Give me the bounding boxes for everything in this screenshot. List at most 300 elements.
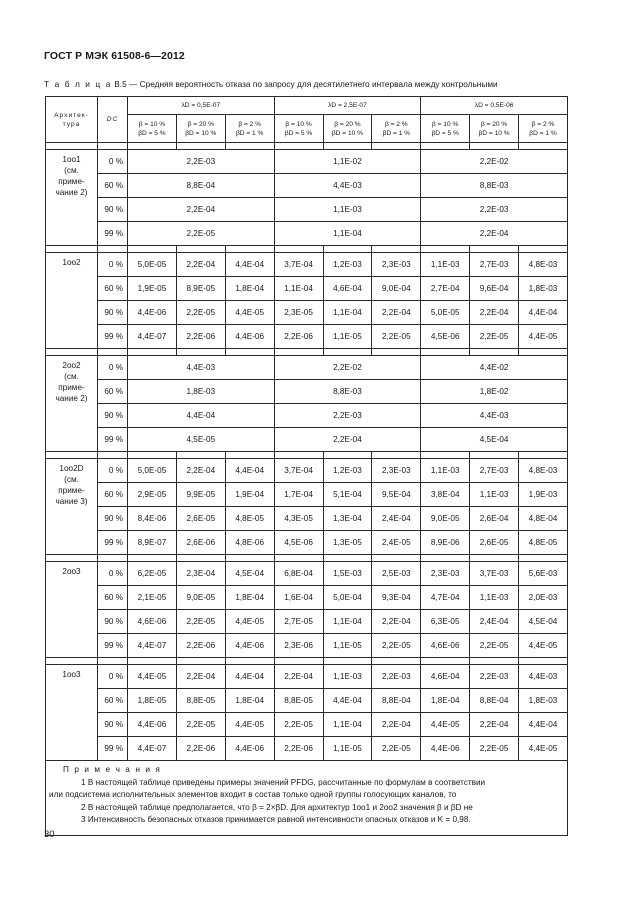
value-cell: 3,7E-04 xyxy=(274,459,323,483)
page-number: 30 xyxy=(44,829,55,840)
table-row xyxy=(46,150,568,174)
value-cell: 2,2E-05 xyxy=(128,222,275,246)
spacer-cell xyxy=(421,658,470,665)
header-beta xyxy=(225,115,274,143)
value-cell: 2,6E-04 xyxy=(470,507,519,531)
value-cell: 2,2E-03 xyxy=(274,404,421,428)
beta-d-value: βD = 1 % xyxy=(235,129,264,137)
value-cell: 1,5E-03 xyxy=(323,562,372,586)
value-cell: 1,3E-05 xyxy=(323,531,372,555)
value-cell: 2,7E-03 xyxy=(470,459,519,483)
beta-value: β = 2 % xyxy=(238,120,262,128)
value-cell: 4,4E-05 xyxy=(519,737,568,761)
value-cell: 2,7E-03 xyxy=(470,253,519,277)
value-cell: 8,8E-04 xyxy=(372,689,421,713)
value-cell: 4,4E-06 xyxy=(128,301,177,325)
value-cell: 2,6E-05 xyxy=(470,531,519,555)
value-cell: 1,1E-03 xyxy=(470,483,519,507)
value-cell: 1,8E-03 xyxy=(519,277,568,301)
spacer-cell xyxy=(372,555,421,562)
value-cell: 4,4E-04 xyxy=(519,713,568,737)
spacer-cell xyxy=(274,658,323,665)
dc-cell: 60 % xyxy=(98,380,128,404)
value-cell: 8,8E-03 xyxy=(274,380,421,404)
value-cell: 4,4E-03 xyxy=(128,356,275,380)
value-cell: 2,2E-05 xyxy=(372,634,421,658)
value-cell: 1,8E-04 xyxy=(421,689,470,713)
value-cell: 4,6E-04 xyxy=(421,665,470,689)
value-cell: 4,4E-03 xyxy=(519,665,568,689)
value-cell: 4,4E-04 xyxy=(519,301,568,325)
spacer-row xyxy=(46,349,568,356)
value-cell: 2,6E-06 xyxy=(176,531,225,555)
table-row xyxy=(46,174,568,198)
value-cell: 4,4E-06 xyxy=(225,634,274,658)
beta-d-value: βD = 1 % xyxy=(382,129,411,137)
value-cell: 4,5E-04 xyxy=(519,610,568,634)
table-row xyxy=(46,325,568,349)
spacer-cell xyxy=(176,349,225,356)
document-header: ГОСТ Р МЭК 61508-6—2012 xyxy=(44,50,185,62)
value-cell: 2,4E-04 xyxy=(470,610,519,634)
architecture-line: (см. xyxy=(64,372,79,381)
value-cell: 9,9E-05 xyxy=(176,483,225,507)
table-row xyxy=(46,689,568,713)
dc-cell: 60 % xyxy=(98,174,128,198)
dc-cell: 0 % xyxy=(98,459,128,483)
table-row xyxy=(46,507,568,531)
value-cell: 9,0E-05 xyxy=(176,586,225,610)
spacer-row xyxy=(46,658,568,665)
value-cell: 1,1E-04 xyxy=(323,610,372,634)
beta-value: β = 20 % xyxy=(334,120,361,128)
value-cell: 3,7E-04 xyxy=(274,253,323,277)
spacer-cell xyxy=(98,349,128,356)
dc-cell: 0 % xyxy=(98,356,128,380)
architecture-cell xyxy=(46,150,98,246)
table-row xyxy=(46,428,568,452)
value-cell: 8,9E-06 xyxy=(421,531,470,555)
header-beta xyxy=(470,115,519,143)
dc-cell: 0 % xyxy=(98,253,128,277)
spacer-cell xyxy=(128,555,177,562)
value-cell: 8,4E-06 xyxy=(128,507,177,531)
value-cell: 4,5E-04 xyxy=(421,428,568,452)
value-cell: 2,2E-04 xyxy=(128,198,275,222)
value-cell: 2,3E-03 xyxy=(372,253,421,277)
value-cell: 4,4E-04 xyxy=(225,665,274,689)
value-cell: 2,2E-06 xyxy=(274,737,323,761)
header-beta xyxy=(323,115,372,143)
value-cell: 4,4E-02 xyxy=(421,356,568,380)
value-cell: 1,9E-05 xyxy=(128,277,177,301)
beta-value: β = 20 % xyxy=(187,120,214,128)
spacer-cell xyxy=(176,143,225,150)
architecture-line: чание 3) xyxy=(55,497,88,506)
architecture-cell xyxy=(46,459,98,555)
note-1-continued: или подсистема исполнительных элементов входит в состав только одной группы голосующих каналов, то xyxy=(49,790,457,799)
value-cell: 2,7E-04 xyxy=(421,277,470,301)
spacer-cell xyxy=(46,143,98,150)
value-cell: 4,4E-04 xyxy=(323,689,372,713)
value-cell: 1,3E-04 xyxy=(323,507,372,531)
note-3: 3 Интенсивность безопасных отказов принимается равной интенсивности опасных отказов и K = 0,98. xyxy=(81,815,471,824)
value-cell: 4,6E-04 xyxy=(323,277,372,301)
note-2: 2 В настоящей таблице предполагается, что β = 2×βD. Для архитектур 1oo1 и 2oo2 значения β и βD не xyxy=(81,802,473,812)
spacer-row xyxy=(46,452,568,459)
value-cell: 2,2E-04 xyxy=(421,222,568,246)
dc-cell: 90 % xyxy=(98,713,128,737)
value-cell: 2,2E-04 xyxy=(470,713,519,737)
value-cell: 9,0E-04 xyxy=(372,277,421,301)
value-cell: 2,2E-05 xyxy=(372,325,421,349)
table-row xyxy=(46,610,568,634)
value-cell: 5,0E-05 xyxy=(128,459,177,483)
value-cell: 1,1E-03 xyxy=(274,198,421,222)
table-row xyxy=(46,562,568,586)
spacer-cell xyxy=(323,246,372,253)
spacer-cell xyxy=(225,143,274,150)
spacer-cell xyxy=(225,349,274,356)
notes-cell xyxy=(46,761,568,836)
spacer-cell xyxy=(470,555,519,562)
spacer-cell xyxy=(372,143,421,150)
value-cell: 6,3E-05 xyxy=(421,610,470,634)
dc-cell: 90 % xyxy=(98,610,128,634)
architecture-cell xyxy=(46,253,98,349)
spacer-cell xyxy=(225,246,274,253)
dc-cell: 99 % xyxy=(98,325,128,349)
beta-value: β = 10 % xyxy=(432,120,459,128)
header-beta xyxy=(372,115,421,143)
value-cell: 2,2E-05 xyxy=(372,737,421,761)
spacer-cell xyxy=(98,658,128,665)
value-cell: 2,2E-04 xyxy=(274,665,323,689)
value-cell: 9,3E-04 xyxy=(372,586,421,610)
value-cell: 8,8E-04 xyxy=(128,174,275,198)
spacer-row xyxy=(46,246,568,253)
spacer-cell xyxy=(128,658,177,665)
value-cell: 2,2E-05 xyxy=(176,301,225,325)
value-cell: 6,2E-05 xyxy=(128,562,177,586)
header-beta xyxy=(519,115,568,143)
value-cell: 5,1E-04 xyxy=(323,483,372,507)
value-cell: 8,9E-07 xyxy=(128,531,177,555)
architecture-line: 1oo2 xyxy=(62,258,81,267)
spacer-cell xyxy=(274,452,323,459)
value-cell: 4,4E-05 xyxy=(225,713,274,737)
value-cell: 2,2E-06 xyxy=(176,737,225,761)
value-cell: 2,2E-05 xyxy=(470,325,519,349)
value-cell: 4,8E-04 xyxy=(519,507,568,531)
value-cell: 3,7E-03 xyxy=(470,562,519,586)
value-cell: 4,6E-06 xyxy=(128,610,177,634)
spacer-cell xyxy=(470,658,519,665)
architecture-line: (см. xyxy=(64,166,79,175)
value-cell: 2,0E-03 xyxy=(519,586,568,610)
notes-row xyxy=(46,761,568,836)
value-cell: 1,2E-03 xyxy=(323,253,372,277)
value-cell: 4,4E-04 xyxy=(128,404,275,428)
dc-cell: 99 % xyxy=(98,531,128,555)
value-cell: 4,4E-05 xyxy=(519,325,568,349)
architecture-line: (см. xyxy=(64,475,79,484)
spacer-cell xyxy=(519,349,568,356)
value-cell: 4,5E-04 xyxy=(225,562,274,586)
beta-d-value: βD = 5 % xyxy=(138,129,166,137)
header-lambda-1: λD = 0,5E-07 xyxy=(128,97,275,115)
value-cell: 1,1E-04 xyxy=(274,277,323,301)
spacer-cell xyxy=(519,658,568,665)
value-cell: 2,2E-05 xyxy=(176,713,225,737)
dc-cell: 90 % xyxy=(98,404,128,428)
value-cell: 2,5E-03 xyxy=(372,562,421,586)
value-cell: 4,4E-05 xyxy=(519,634,568,658)
value-cell: 4,7E-04 xyxy=(421,586,470,610)
beta-value: β = 2 % xyxy=(384,120,408,128)
value-cell: 3,8E-04 xyxy=(421,483,470,507)
header-beta xyxy=(274,115,323,143)
spacer-cell xyxy=(274,143,323,150)
value-cell: 8,9E-05 xyxy=(176,277,225,301)
dc-cell: 99 % xyxy=(98,737,128,761)
value-cell: 1,1E-03 xyxy=(421,459,470,483)
value-cell: 4,4E-07 xyxy=(128,634,177,658)
header-dc: DC xyxy=(98,97,128,143)
beta-d-value: βD = 10 % xyxy=(478,129,510,137)
spacer-cell xyxy=(470,349,519,356)
value-cell: 2,2E-03 xyxy=(128,150,275,174)
architecture-line: 1oo2D xyxy=(59,464,84,473)
beta-value: β = 20 % xyxy=(480,120,508,128)
value-cell: 1,8E-04 xyxy=(225,277,274,301)
spacer-cell xyxy=(323,349,372,356)
value-cell: 4,4E-06 xyxy=(128,713,177,737)
value-cell: 2,2E-02 xyxy=(274,356,421,380)
spacer-cell xyxy=(128,349,177,356)
value-cell: 4,4E-04 xyxy=(225,253,274,277)
dc-cell: 0 % xyxy=(98,562,128,586)
spacer-cell xyxy=(98,555,128,562)
spacer-cell xyxy=(421,143,470,150)
notes-title: П р и м е ч а н и я xyxy=(63,765,162,774)
value-cell: 4,4E-05 xyxy=(225,301,274,325)
value-cell: 2,2E-05 xyxy=(176,610,225,634)
value-cell: 4,4E-05 xyxy=(421,713,470,737)
spacer-cell xyxy=(225,658,274,665)
value-cell: 4,8E-05 xyxy=(225,507,274,531)
value-cell: 4,4E-06 xyxy=(421,737,470,761)
caption-label: Т а б л и ц а xyxy=(44,79,112,89)
value-cell: 4,4E-03 xyxy=(421,404,568,428)
architecture-line: приме- xyxy=(58,486,85,495)
table-row xyxy=(46,531,568,555)
value-cell: 4,4E-05 xyxy=(225,610,274,634)
beta-value: β = 10 % xyxy=(285,120,312,128)
spacer-row xyxy=(46,143,568,150)
architecture-line: 1oo1 xyxy=(62,155,81,164)
value-cell: 4,4E-06 xyxy=(225,737,274,761)
value-cell: 5,6E-03 xyxy=(519,562,568,586)
value-cell: 2,6E-05 xyxy=(176,507,225,531)
value-cell: 2,3E-05 xyxy=(274,301,323,325)
architecture-line: приме- xyxy=(58,383,85,392)
value-cell: 2,2E-04 xyxy=(274,428,421,452)
dc-cell: 0 % xyxy=(98,665,128,689)
spacer-cell xyxy=(176,246,225,253)
value-cell: 1,8E-02 xyxy=(421,380,568,404)
value-cell: 5,0E-05 xyxy=(421,301,470,325)
table-row xyxy=(46,380,568,404)
spacer-cell xyxy=(128,452,177,459)
spacer-cell xyxy=(274,555,323,562)
value-cell: 8,8E-04 xyxy=(470,689,519,713)
value-cell: 2,2E-04 xyxy=(176,253,225,277)
spacer-cell xyxy=(372,246,421,253)
value-cell: 2,2E-06 xyxy=(176,634,225,658)
spacer-cell xyxy=(274,246,323,253)
spacer-cell xyxy=(225,452,274,459)
spacer-cell xyxy=(470,246,519,253)
dc-cell: 99 % xyxy=(98,222,128,246)
dc-cell: 99 % xyxy=(98,634,128,658)
spacer-cell xyxy=(421,349,470,356)
value-cell: 2,3E-06 xyxy=(274,634,323,658)
spacer-cell xyxy=(323,658,372,665)
value-cell: 4,4E-03 xyxy=(274,174,421,198)
value-cell: 1,9E-03 xyxy=(519,483,568,507)
spacer-cell xyxy=(98,452,128,459)
value-cell: 4,4E-04 xyxy=(225,459,274,483)
value-cell: 2,2E-04 xyxy=(372,610,421,634)
table-row xyxy=(46,483,568,507)
value-cell: 2,3E-03 xyxy=(372,459,421,483)
value-cell: 2,2E-03 xyxy=(372,665,421,689)
value-cell: 4,8E-03 xyxy=(519,253,568,277)
beta-d-value: βD = 10 % xyxy=(185,129,217,137)
value-cell: 2,2E-04 xyxy=(470,301,519,325)
value-cell: 1,1E-05 xyxy=(323,325,372,349)
spacer-cell xyxy=(323,452,372,459)
table-row xyxy=(46,586,568,610)
value-cell: 1,1E-05 xyxy=(323,634,372,658)
value-cell: 1,8E-04 xyxy=(225,586,274,610)
table-row xyxy=(46,404,568,428)
table-row xyxy=(46,198,568,222)
value-cell: 4,3E-05 xyxy=(274,507,323,531)
table-row xyxy=(46,459,568,483)
table-row xyxy=(46,253,568,277)
value-cell: 2,2E-05 xyxy=(274,713,323,737)
value-cell: 4,4E-06 xyxy=(225,325,274,349)
header-architecture: Архитек-тура xyxy=(46,97,98,143)
table-row xyxy=(46,634,568,658)
caption-text: В.5 — Средняя вероятность отказа по запросу для десятилетнего интервала между контрольными xyxy=(111,79,498,89)
architecture-line: чание 2) xyxy=(55,188,88,197)
value-cell: 4,8E-03 xyxy=(519,459,568,483)
dc-cell: 60 % xyxy=(98,689,128,713)
value-cell: 6,8E-04 xyxy=(274,562,323,586)
architecture-cell xyxy=(46,562,98,658)
spacer-cell xyxy=(46,658,98,665)
value-cell: 2,4E-04 xyxy=(372,507,421,531)
beta-d-value: βD = 5 % xyxy=(431,129,459,137)
spacer-cell xyxy=(470,452,519,459)
value-cell: 1,8E-03 xyxy=(519,689,568,713)
value-cell: 1,8E-05 xyxy=(128,689,177,713)
spacer-cell xyxy=(46,349,98,356)
value-cell: 2,2E-04 xyxy=(176,665,225,689)
dc-cell: 60 % xyxy=(98,483,128,507)
spacer-cell xyxy=(176,658,225,665)
value-cell: 1,1E-03 xyxy=(323,665,372,689)
table-caption xyxy=(44,79,498,89)
pfd-table xyxy=(45,96,568,836)
value-cell: 2,3E-04 xyxy=(176,562,225,586)
value-cell: 1,1E-04 xyxy=(323,713,372,737)
value-cell: 4,5E-06 xyxy=(274,531,323,555)
value-cell: 1,1E-04 xyxy=(323,301,372,325)
table-row xyxy=(46,665,568,689)
spacer-cell xyxy=(46,555,98,562)
table-row xyxy=(46,737,568,761)
spacer-cell xyxy=(470,143,519,150)
dc-cell: 0 % xyxy=(98,150,128,174)
beta-value: β = 10 % xyxy=(138,120,166,128)
spacer-cell xyxy=(274,349,323,356)
spacer-cell xyxy=(98,246,128,253)
spacer-cell xyxy=(225,555,274,562)
spacer-cell xyxy=(372,452,421,459)
value-cell: 2,2E-06 xyxy=(274,325,323,349)
value-cell: 2,4E-05 xyxy=(372,531,421,555)
spacer-cell xyxy=(128,246,177,253)
value-cell: 1,8E-04 xyxy=(225,689,274,713)
spacer-cell xyxy=(519,555,568,562)
beta-d-value: βD = 1 % xyxy=(529,129,557,137)
value-cell: 5,0E-05 xyxy=(128,253,177,277)
value-cell: 2,2E-06 xyxy=(176,325,225,349)
value-cell: 2,2E-05 xyxy=(470,634,519,658)
value-cell: 2,2E-05 xyxy=(470,737,519,761)
spacer-cell xyxy=(176,555,225,562)
architecture-cell xyxy=(46,356,98,452)
value-cell: 5,0E-04 xyxy=(323,586,372,610)
value-cell: 2,1E-05 xyxy=(128,586,177,610)
spacer-cell xyxy=(421,555,470,562)
note-1: 1 В настоящей таблице приведены примеры значений PFDG, рассчитанные по формулам в соответствии xyxy=(81,777,486,787)
beta-d-value: βD = 5 % xyxy=(284,129,313,137)
spacer-row xyxy=(46,555,568,562)
value-cell: 9,6E-04 xyxy=(470,277,519,301)
spacer-cell xyxy=(46,452,98,459)
dc-cell: 60 % xyxy=(98,277,128,301)
spacer-cell xyxy=(519,143,568,150)
value-cell: 2,9E-05 xyxy=(128,483,177,507)
spacer-cell xyxy=(128,143,177,150)
table-row xyxy=(46,713,568,737)
dc-cell: 90 % xyxy=(98,507,128,531)
value-cell: 1,1E-04 xyxy=(274,222,421,246)
value-cell: 1,7E-04 xyxy=(274,483,323,507)
value-cell: 2,3E-03 xyxy=(421,562,470,586)
value-cell: 1,8E-03 xyxy=(128,380,275,404)
dc-cell: 99 % xyxy=(98,428,128,452)
value-cell: 2,2E-04 xyxy=(176,459,225,483)
spacer-cell xyxy=(421,452,470,459)
header-lambda-3: λD = 0,5E-06 xyxy=(421,97,568,115)
value-cell: 4,5E-05 xyxy=(128,428,275,452)
